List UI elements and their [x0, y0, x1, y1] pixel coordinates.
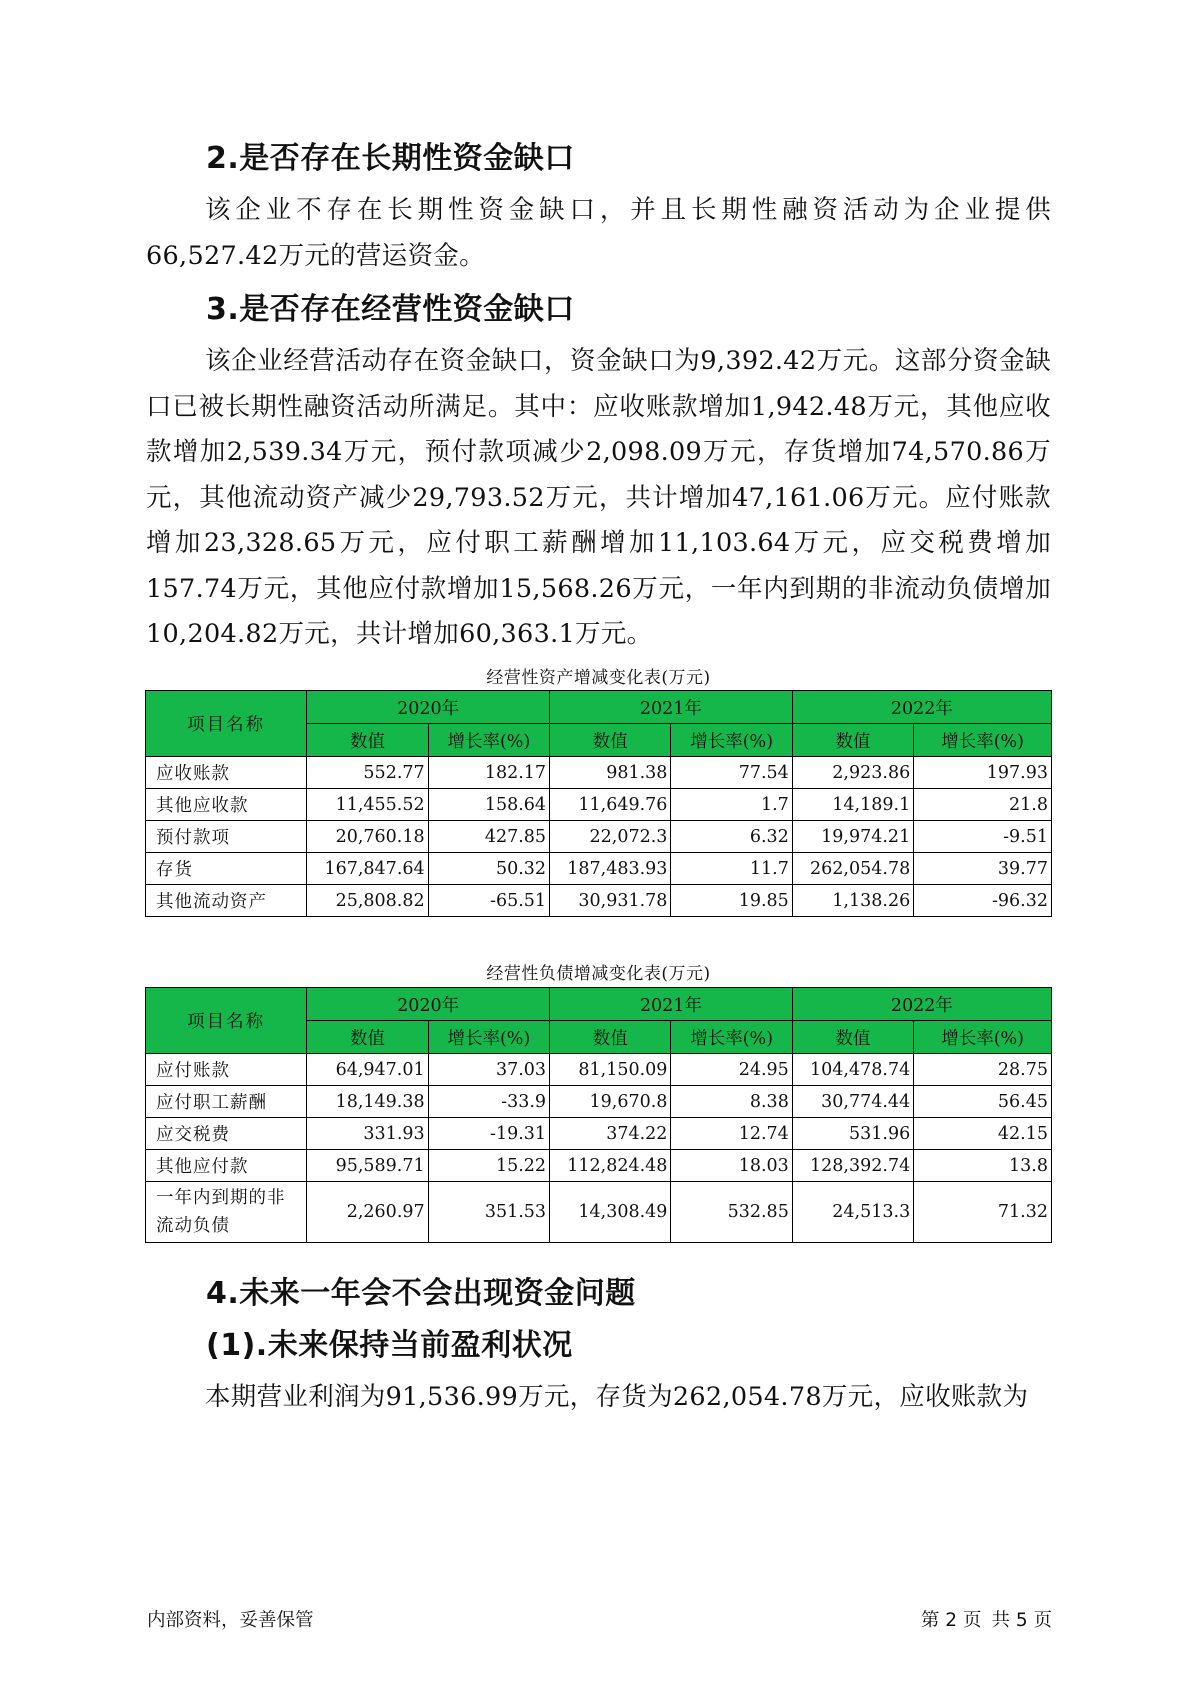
section-subheading-4-1: (1).未来保持当前盈利状况 — [206, 1328, 573, 1363]
row-label: 预付款项 — [146, 821, 307, 853]
header-year: 2021年 — [550, 691, 793, 724]
header-item-name: 项目名称 — [146, 691, 307, 757]
table-cell: -33.9 — [428, 1086, 549, 1118]
table-cell: 351.53 — [428, 1182, 549, 1243]
row-label: 其他应付款 — [146, 1150, 307, 1182]
table-cell: -65.51 — [428, 885, 549, 917]
table-cell: 24.95 — [671, 1054, 792, 1086]
table-cell: 18,149.38 — [307, 1086, 428, 1118]
table-cell: 374.22 — [550, 1118, 671, 1150]
table-cell: 50.32 — [428, 853, 549, 885]
table-cell: 167,847.64 — [307, 853, 428, 885]
table-cell: 532.85 — [671, 1182, 792, 1243]
header-value: 数值 — [792, 1021, 913, 1054]
section-heading-3: 3.是否存在经营性资金缺口 — [206, 292, 575, 327]
table-cell: 77.54 — [671, 757, 792, 789]
header-value: 数值 — [550, 1021, 671, 1054]
header-year: 2022年 — [792, 691, 1051, 724]
table-cell: -19.31 — [428, 1118, 549, 1150]
liability-table — [145, 987, 1052, 1243]
table-cell: 2,260.97 — [307, 1182, 428, 1243]
table-cell: 39.77 — [914, 853, 1052, 885]
table-row — [146, 1118, 1052, 1150]
table-cell: 18.03 — [671, 1150, 792, 1182]
table-cell: 1,138.26 — [792, 885, 913, 917]
header-growth-rate: 增长率(%) — [914, 1021, 1052, 1054]
section-paragraph-3: 该企业经营活动存在资金缺口，资金缺口为9,392.42万元。这部分资金缺口已被长期性融资活动所满足。其中：应收账款增加1,942.48万元，其他应收款增加2,539.34万元，预付款项减少2,098.09万元，存货增加74,570.86万元，其他流动资产减少29,793.52万元，共计增加47,161.06万元。应付账款增加23,328.65万元，应付职工薪酬增加11,103.64万元，应交税费增加157.74万元，其他应付款增加15,568.26万元，一年内到期的非流动负债增加10,204.82万元，共计增加60,363.1万元。 — [146, 346, 1051, 649]
footer-page-number — [921, 1606, 1052, 1632]
table-cell: 42.15 — [914, 1118, 1052, 1150]
header-year: 2021年 — [550, 988, 793, 1021]
table-cell: 56.45 — [914, 1086, 1052, 1118]
table-cell: 25,808.82 — [307, 885, 428, 917]
header-growth-rate: 增长率(%) — [671, 1021, 792, 1054]
table-cell: 11,455.52 — [307, 789, 428, 821]
table-cell: 427.85 — [428, 821, 549, 853]
table-row — [146, 1182, 1052, 1243]
table-row — [146, 853, 1052, 885]
table-cell: 21.8 — [914, 789, 1052, 821]
header-value: 数值 — [550, 724, 671, 757]
header-growth-rate: 增长率(%) — [428, 724, 549, 757]
table-cell: 2,923.86 — [792, 757, 913, 789]
table-cell: 30,931.78 — [550, 885, 671, 917]
section-heading-2: 2.是否存在长期性资金缺口 — [206, 141, 575, 176]
header-year: 2020年 — [307, 691, 550, 724]
table-cell: 19,974.21 — [792, 821, 913, 853]
row-label: 其他应收款 — [146, 789, 307, 821]
table-cell: 30,774.44 — [792, 1086, 913, 1118]
table-cell: 197.93 — [914, 757, 1052, 789]
table-cell: 71.32 — [914, 1182, 1052, 1243]
table-cell: 19,670.8 — [550, 1086, 671, 1118]
section-paragraph-4-1: 本期营业利润为91,536.99万元，存货为262,054.78万元，应收账款为 — [205, 1382, 1029, 1412]
row-label: 应付账款 — [146, 1054, 307, 1086]
table-cell: 1.7 — [671, 789, 792, 821]
table-cell: 11.7 — [671, 853, 792, 885]
table-cell: 64,947.01 — [307, 1054, 428, 1086]
header-value: 数值 — [792, 724, 913, 757]
table-cell: 552.77 — [307, 757, 428, 789]
header-item-name: 项目名称 — [146, 988, 307, 1054]
table-cell: 81,150.09 — [550, 1054, 671, 1086]
row-label: 存货 — [146, 853, 307, 885]
header-value: 数值 — [307, 724, 428, 757]
table-row — [146, 789, 1052, 821]
table-cell: 262,054.78 — [792, 853, 913, 885]
header-year: 2020年 — [307, 988, 550, 1021]
table-cell: -96.32 — [914, 885, 1052, 917]
table-cell: 24,513.3 — [792, 1182, 913, 1243]
table-cell: 981.38 — [550, 757, 671, 789]
liability-table-caption: 经营性负债增减变化表(万元) — [486, 964, 711, 984]
table-cell: 104,478.74 — [792, 1054, 913, 1086]
table-cell: 22,072.3 — [550, 821, 671, 853]
table-row — [146, 1086, 1052, 1118]
section-heading-4: 4.未来一年会不会出现资金问题 — [206, 1276, 636, 1311]
table-cell: -9.51 — [914, 821, 1052, 853]
header-growth-rate: 增长率(%) — [671, 724, 792, 757]
table-row — [146, 885, 1052, 917]
table-cell: 531.96 — [792, 1118, 913, 1150]
header-value: 数值 — [307, 1021, 428, 1054]
table-cell: 6.32 — [671, 821, 792, 853]
row-label: 一年内到期的非流动负债 — [146, 1182, 307, 1243]
header-growth-rate: 增长率(%) — [428, 1021, 549, 1054]
table-cell: 187,483.93 — [550, 853, 671, 885]
header-growth-rate: 增长率(%) — [914, 724, 1052, 757]
section-paragraph-2: 该企业不存在长期性资金缺口，并且长期性融资活动为企业提供66,527.42万元的营运资金。 — [146, 195, 1051, 271]
table-row — [146, 1054, 1052, 1086]
table-cell: 28.75 — [914, 1054, 1052, 1086]
table-cell: 13.8 — [914, 1150, 1052, 1182]
table-cell: 15.22 — [428, 1150, 549, 1182]
row-label: 应交税费 — [146, 1118, 307, 1150]
table-cell: 112,824.48 — [550, 1150, 671, 1182]
footer-confidential-note: 内部资料，妥善保管 — [147, 1610, 314, 1631]
table-cell: 95,589.71 — [307, 1150, 428, 1182]
table-cell: 14,308.49 — [550, 1182, 671, 1243]
table-cell: 158.64 — [428, 789, 549, 821]
table-row — [146, 757, 1052, 789]
table-cell: 19.85 — [671, 885, 792, 917]
row-label: 应付职工薪酬 — [146, 1086, 307, 1118]
table-cell: 20,760.18 — [307, 821, 428, 853]
table-cell: 37.03 — [428, 1054, 549, 1086]
page-label: 第 2 页 — [920, 1610, 982, 1631]
table-row — [146, 821, 1052, 853]
table-cell: 331.93 — [307, 1118, 428, 1150]
table-cell: 182.17 — [428, 757, 549, 789]
header-year: 2022年 — [792, 988, 1051, 1021]
total-pages-label: 共 5 页 — [991, 1610, 1052, 1631]
row-label: 其他流动资产 — [146, 885, 307, 917]
asset-table-caption: 经营性资产增减变化表(万元) — [486, 668, 711, 688]
asset-table — [145, 690, 1052, 917]
row-label: 应收账款 — [146, 757, 307, 789]
table-cell: 128,392.74 — [792, 1150, 913, 1182]
table-cell: 11,649.76 — [550, 789, 671, 821]
table-cell: 8.38 — [671, 1086, 792, 1118]
table-row — [146, 1150, 1052, 1182]
table-cell: 14,189.1 — [792, 789, 913, 821]
table-cell: 12.74 — [671, 1118, 792, 1150]
